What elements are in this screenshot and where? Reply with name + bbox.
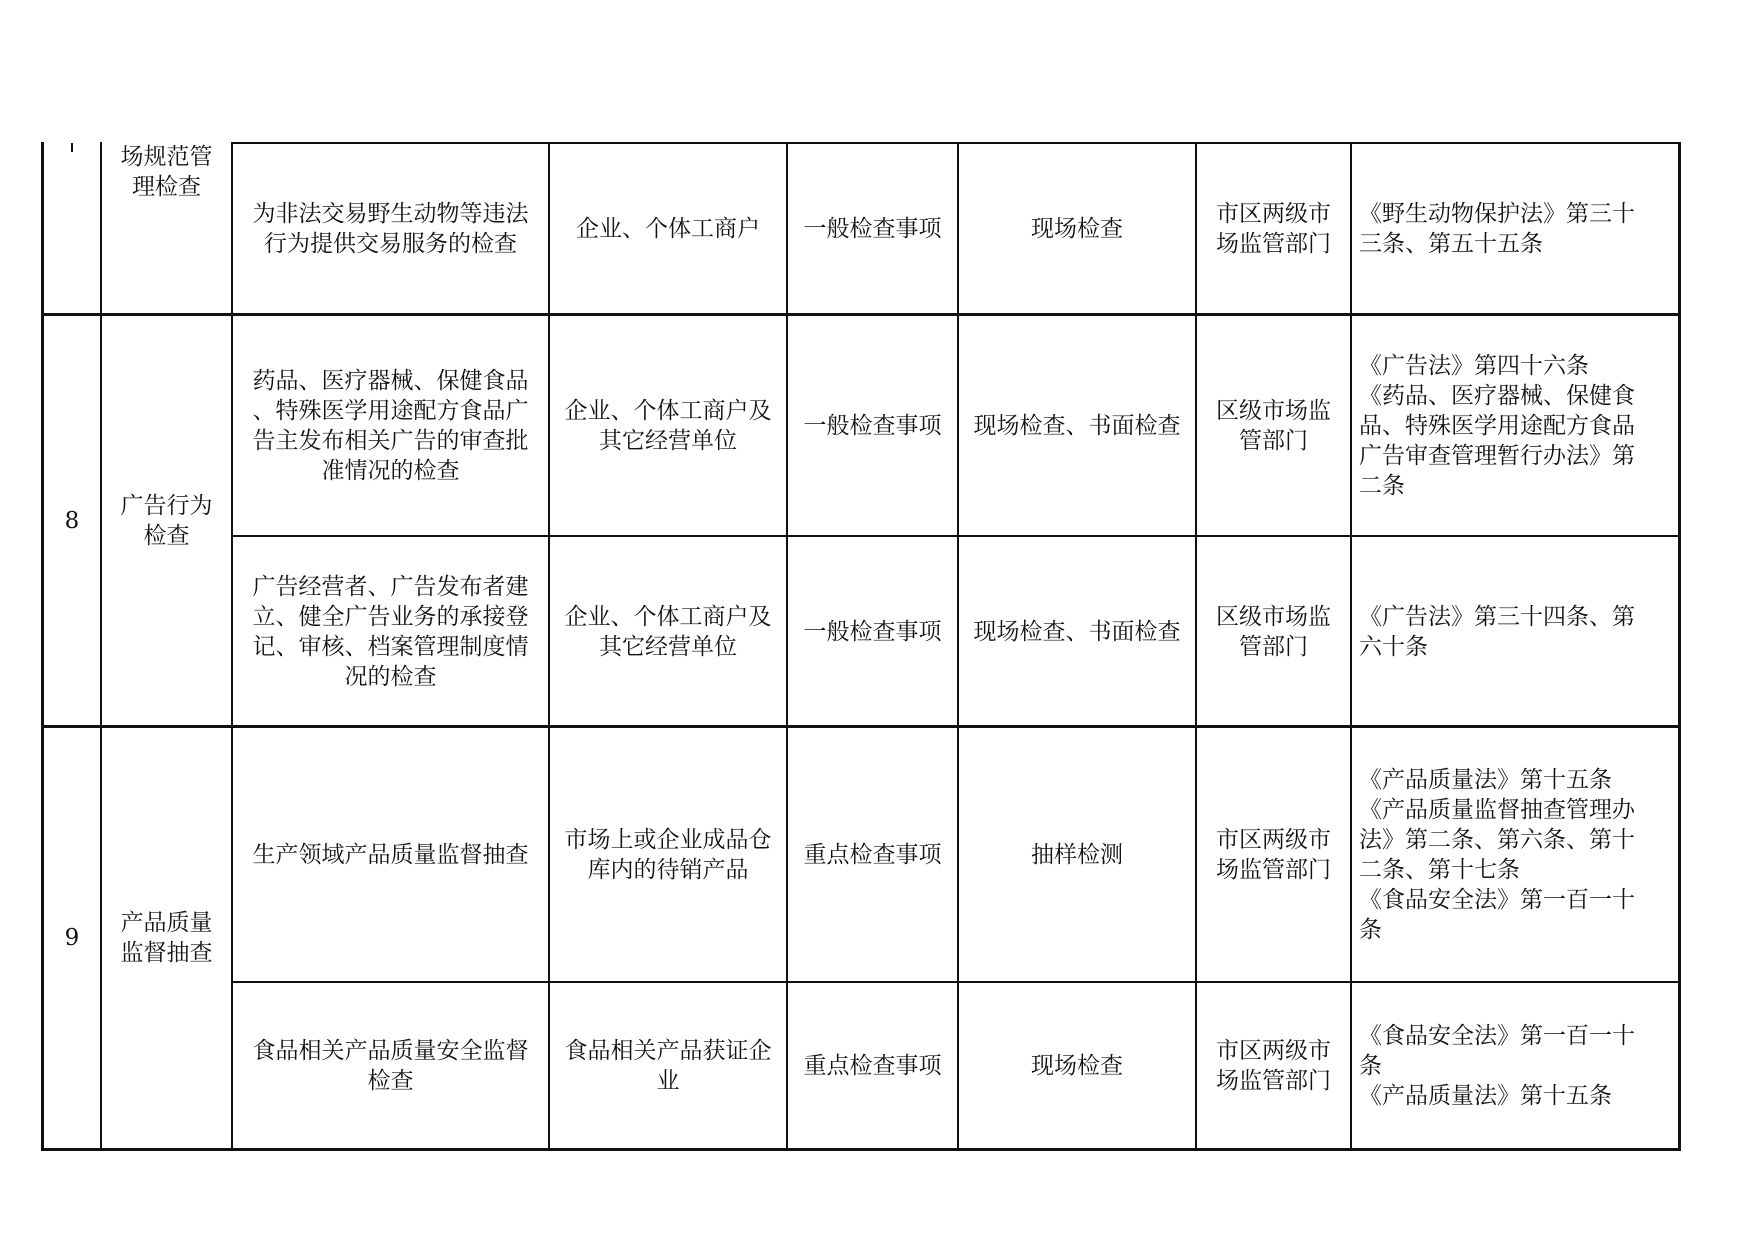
table-border-left (41, 142, 44, 1151)
basis-cell: 《广告法》第四十六条 《药品、医疗器械、保健食 品、特殊医学用途配方食品 广告审查管理暂行办法》第 二条 (1359, 353, 1635, 499)
basis-cell: 《食品安全法》第一百一十 条 《产品质量法》第十五条 (1359, 1022, 1635, 1109)
subject-cell: 市区两级市 场监管部门 (1216, 1037, 1331, 1094)
table-border-bottom (41, 1148, 1681, 1151)
category-cell: 重点检查事项 (803, 841, 942, 868)
row-number-fragment (71, 143, 73, 152)
row-divider (231, 535, 1681, 537)
row-divider (231, 981, 1681, 983)
column-divider (957, 142, 959, 1151)
method-cell: 现场检查 (1031, 1052, 1123, 1079)
method-cell: 抽样检测 (1031, 841, 1123, 868)
table-border-right (1678, 142, 1681, 1151)
subject-cell: 市区两级市 场监管部门 (1216, 826, 1331, 883)
content-cell: 药品、医疗器械、保健食品 、特殊医学用途配方食品广 告主发布相关广告的审查批 准情况的检查 (252, 368, 529, 484)
content-cell: 为非法交易野生动物等违法 行为提供交易服务的检查 (252, 201, 529, 257)
item-name-cell: 广告行为 检查 (120, 493, 213, 549)
row-divider (41, 725, 1681, 728)
item-name-cell: 场规范管 理检查 (120, 144, 213, 200)
basis-cell: 《野生动物保护法》第三十 三条、第五十五条 (1359, 201, 1635, 257)
subject-cell: 市区两级市 场监管部门 (1216, 201, 1331, 257)
content-cell: 广告经营者、广告发布者建 立、健全广告业务的承接登 记、审核、档案管理制度情 况的检查 (252, 573, 529, 690)
subject-cell: 区级市场监 管部门 (1216, 603, 1331, 660)
object-cell: 市场上或企业成品仓 库内的待销产品 (564, 826, 772, 883)
content-cell: 生产领域产品质量监督抽查 (252, 841, 529, 868)
column-divider (786, 142, 788, 1151)
row-divider (41, 313, 1681, 316)
object-cell: 企业、个体工商户 (576, 216, 760, 242)
column-divider (548, 142, 550, 1151)
basis-cell: 《产品质量法》第十五条 《产品质量监督抽查管理办 法》第二条、第六条、第十 二条、第十七条 《食品安全法》第一百一十 条 (1359, 766, 1635, 943)
method-cell: 现场检查 (1031, 216, 1123, 242)
row-divider (231, 142, 1681, 144)
object-cell: 企业、个体工商户及 其它经营单位 (564, 398, 772, 454)
category-cell: 重点检查事项 (803, 1052, 942, 1079)
category-cell: 一般检查事项 (803, 216, 942, 242)
object-cell: 企业、个体工商户及 其它经营单位 (564, 603, 772, 660)
content-cell: 食品相关产品质量安全监督 检查 (252, 1037, 529, 1094)
column-divider (1195, 142, 1197, 1151)
column-divider (100, 142, 102, 1151)
category-cell: 一般检查事项 (803, 618, 942, 645)
method-cell: 现场检查、书面检查 (973, 618, 1181, 645)
subject-cell: 区级市场监 管部门 (1216, 398, 1331, 454)
method-cell: 现场检查、书面检查 (973, 413, 1181, 439)
column-divider (1350, 142, 1352, 1151)
column-divider (231, 142, 233, 1151)
basis-cell: 《广告法》第三十四条、第 六十条 (1359, 603, 1635, 660)
row-number-cell: 9 (64, 925, 80, 951)
row-number-cell: 8 (64, 508, 80, 534)
object-cell: 食品相关产品获证企 业 (564, 1037, 772, 1094)
category-cell: 一般检查事项 (803, 413, 942, 439)
item-name-cell: 产品质量 监督抽查 (120, 910, 213, 966)
